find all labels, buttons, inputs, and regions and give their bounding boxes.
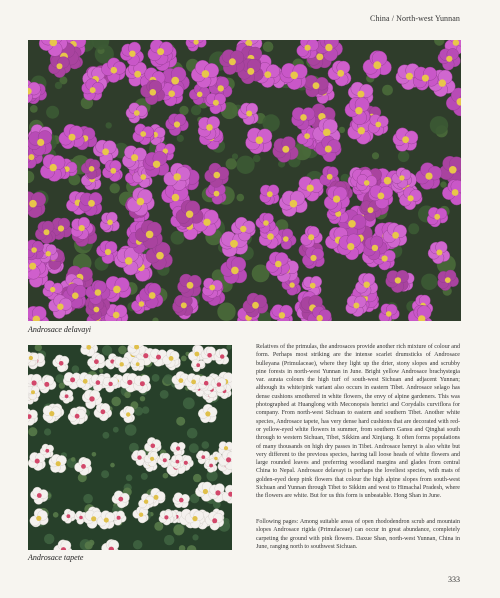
photo-androsace-tapete bbox=[28, 345, 232, 550]
photo-androsace-delavayi bbox=[28, 40, 461, 321]
pink-flower-cushion-image bbox=[28, 40, 461, 321]
body-paragraph-2: Following pages: Among suitable areas of open rhododendron scrub and mountain slopes Androsace rigida (Primulaceae) can occur in great abundance, completely carpeting the ground with pink flowers. Daxue Shan, north-west Yunnan, China in June, ranging north to southwest Sichuan. bbox=[256, 519, 460, 550]
caption-bottom-photo: Androsace tapete bbox=[28, 553, 84, 562]
page-number: 333 bbox=[448, 575, 460, 584]
white-flower-cushion-image bbox=[28, 345, 232, 550]
caption-top-photo: Androsace delavayi bbox=[28, 325, 92, 334]
running-head: China / North-west Yunnan bbox=[370, 14, 460, 23]
body-paragraph-1: Relatives of the primulas, the androsaces provide another rich mixture of colour and form. Perhaps most striking are the intense scarlet drumsticks of Androsace bulleyana (Primulaceae), where they light up the drier, stony slopes and scrubby pine forests in north-west Yunnan in June. Bright yellow Androsace brachystegia var. aurata colours the high turf of south-west Sichuan and adjacent Yunnan; although its white/pink variant also occurs in eastern Tibet. Androsace selago has dense cushions smothered in white flowers, the envy of alpine gardeners. This was photographed at Huanglong with Meconopsis henrici and Corydalis curviflora for company. From north-west Sichuan to eastern and southern Tibet. Another white species, Androsace tapete, has very dense hard cushions that are decorated with red- or yellow-eyed white flowers in summer, from southern Gansu and Qinghai south through to western Sichuan, Tibet, Sikkim and Xinjiang. It often forms populations of many thousands on high dry passes in Tibet. Androsace henryi is also white but very different to the previous species, having tall loose heads of white flowers and large rounded leaves and preferring woodland margins and glades from central China to Nepal. Androsace delavayi is perhaps the loveliest species, with mats of golden-eyed deep pink flowers that colour the high alpine slopes from south-west Sichuan and Yunnan through Tibet to Sikkim and west to Himachal Pradesh, where the flowers are white. But for us this form is unbeatable. Hong Shan in June. bbox=[256, 344, 460, 500]
